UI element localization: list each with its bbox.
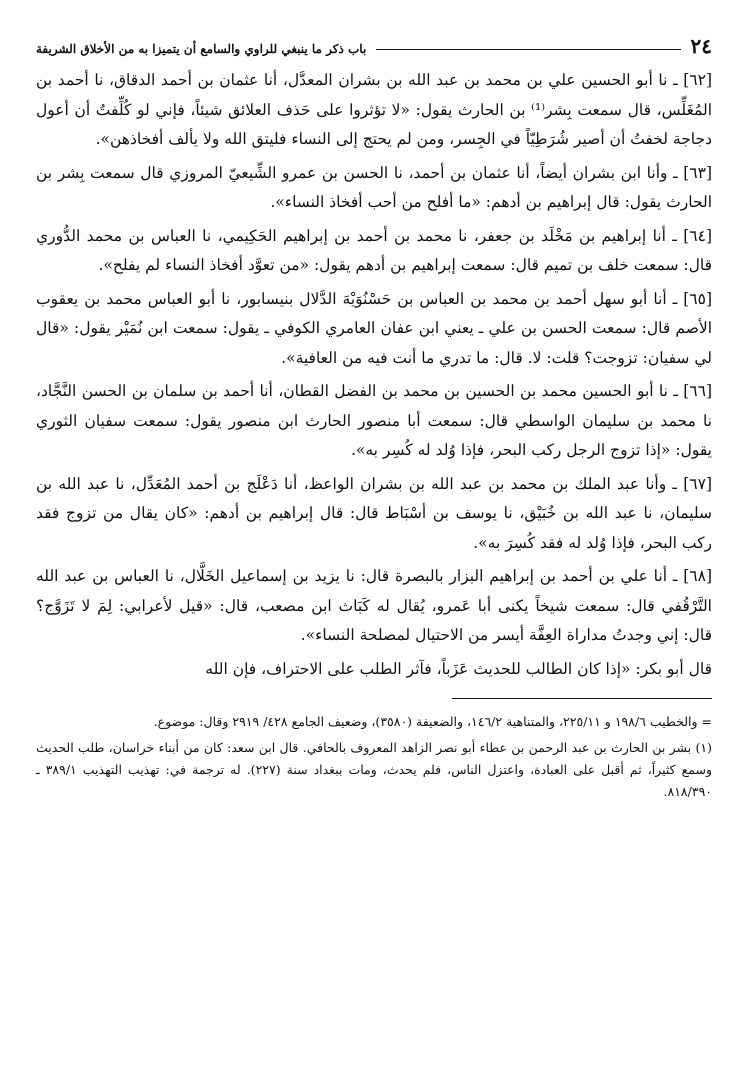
paragraph-67: [٦٧] ـ وأنا عبد الملك بن محمد بن عبد الله بن بشران الواعظ، أنا دَعْلَج بن أحمد المُعَدِّل، نا عبد الله بن سليمان، نا عبد الله بن خُبَيْق، نا يوسف بن أسْبَاط قال: قال إبراهيم بن أدهم: «كان يقال من تزوج فقد ركب البحر، فإذا وُلد له فقد كُسِرَ به». [36, 474, 712, 552]
page-number: ٢٤ [690, 34, 712, 58]
header-rule [376, 49, 680, 50]
header-title: باب ذكر ما ينبغي للراوي والسامع أن يتميزا به من الأخلاق الشريفة [36, 42, 367, 56]
paragraph-abu-bakr: قال أبو بكر: «إذا كان الطالب للحديث عَزَباً، فآثر الطلب على الاحتراف، فإن الله [205, 659, 712, 678]
paragraph-68: [٦٨] ـ أنا علي بن أحمد بن إبراهيم البزار بالبصرة قال: نا يزيد بن إسماعيل الخَلَّال، نا العباس بن عبد الله التَّرْقُفي قال: سمعت شيخاً يكنى أبا عَمرو، يُقال له كَبَاث ابن مصعب، قال: «قيل لأعرابي: لِمَ لا تَزَوَّج؟ قال: إني وجدتُ مداراة العِفَّة أيسر من الاحتيال لمصلحة النساء». [36, 567, 712, 644]
footnotes [36, 711, 712, 803]
paragraph-66: [٦٦] ـ نا أبو الحسين محمد بن الحسين بن محمد بن الفضل القطان، أنا أحمد بن سلمان بن الحسن النَّجَّاد، نا محمد بن سليمان الواسطي قال: سمعت أبا منصور الحارث ابن منصور يقول: سمعت سفيان الثوري يقول: «إذا تزوج الرجل ركب البحر، فإذا وُلد له كُسِر به». [36, 382, 712, 459]
paragraph-63: [٦٣] ـ وأنا ابن بشران أيضاً، أنا عثمان بن أحمد، نا الحسن بن عمرو الشِّيعيّ المروزي قال سمعت بِشر بن الحارث يقول: قال إبراهيم بن أدهم: «ما أفلح من أحب أفخاذ النساء». [36, 163, 712, 211]
footnote-continued: = والخطيب ١٩٨/٦ و ٢٢٥/١١، والمتناهية ١٤٦/٢، والضعيفة (٣٥٨٠)، وضعيف الجامع ٤٢٨/ ٢٩١٩ وقال: موضوع. [153, 714, 712, 729]
paragraph-64: [٦٤] ـ أنا إبراهيم بن مَخْلَد بن جعفر، نا محمد بن أحمد بن إبراهيم الحَكِيمي، نا العباس بن محمد الدُّوري قال: سمعت خلف بن تميم قال: سمعت إبراهيم بن أدهم يقول: «من تعوَّد أفخاذ النساء لم يفلح». [36, 226, 712, 274]
main-text [36, 66, 712, 684]
footnote-1: (١) بشر بن الحارث بن عبد الرحمن بن عطاء أبو نصر الزاهد المعروف بالحافي. قال ابن سعد: كان من أبناء خراسان، طلب الحديث وسمع كثيراً، ثم أقبل على العبادة، واعتزل الناس، فلم يحدث، ومات ببغداد سنة (٢٢٧). له ترجمة في: تهذيب التهذيب ٣٨٩/١ ـ ٨١٨/٣٩٠. [36, 740, 713, 799]
footnote-separator [452, 698, 712, 699]
running-header [36, 30, 712, 56]
paragraph-65: [٦٥] ـ أنا أبو سهل أحمد بن محمد بن العباس بن حَسْنُوَيْهَ الدَّلال بنيسابور، نا أبو العباس محمد بن يعقوب الأصم قال: سمعت الحسن بن علي ـ يعني ابن عفان العامري الكوفي ـ يقول: سمعت ابن نُمَيْر يقول: «قال لي سفيان: تزوجت؟ قلت: لا. قال: ما تدري ما أنت فيه من العافية». [36, 289, 712, 367]
paragraph-62: [٦٢] ـ نا أبو الحسين علي بن محمد بن عبد الله بن بشران المعدَّل، أنا عثمان بن أحمد الدقاق، نا أحمد بن المُغَلِّس، قال سمعت بِشر⁽¹⁾ بن الحارث يقول: «لا تؤثروا على حَذف العلائق شيئاً، فإني لو كُلِّفتُ أن أعول دجاجة لخفتُ أن أصير شُرَطِيّاً في الجِسر، ومن لم يحتج إلى النساء فليتق الله ولا يألف أفخاذهن». [36, 71, 713, 148]
